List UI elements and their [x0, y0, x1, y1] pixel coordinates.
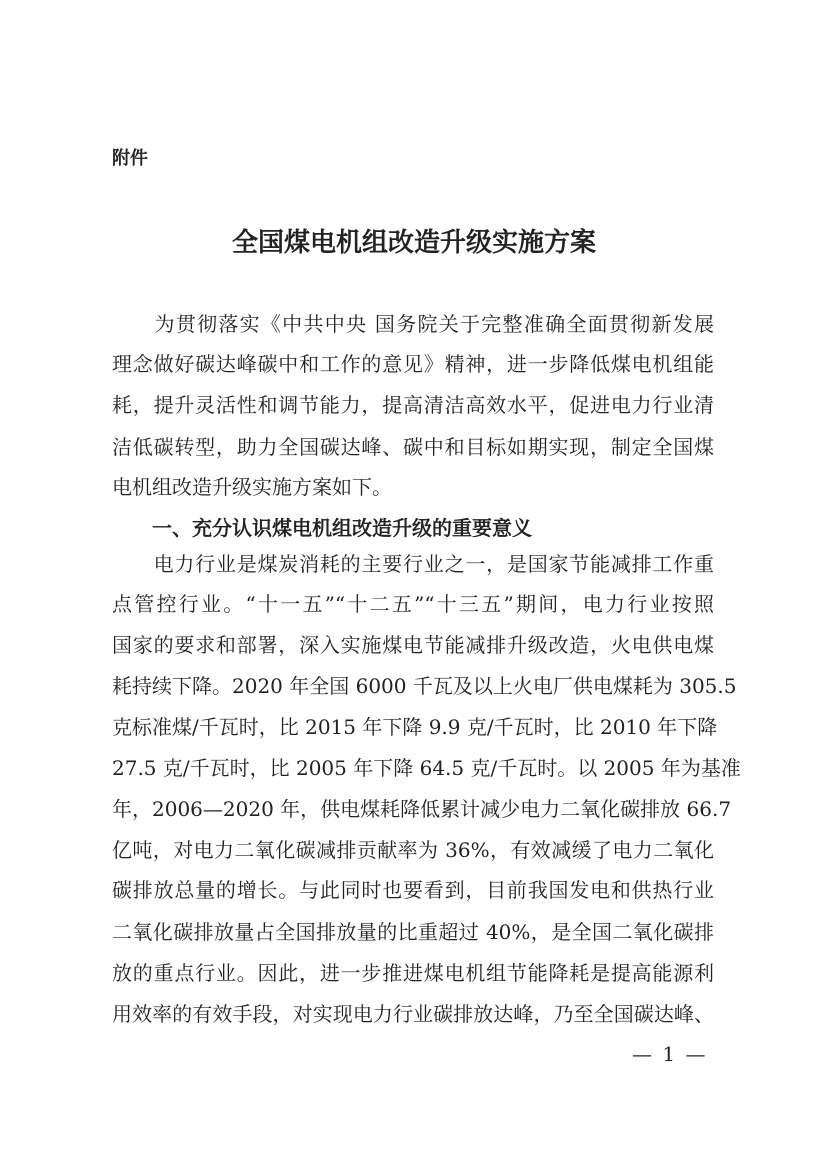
text-line: 电力行业是煤炭消耗的主要行业之一，是国家节能减排工作重	[112, 552, 714, 576]
text-line: 碳排放总量的增长。与此同时也要看到，目前我国发电和供热行业	[112, 878, 714, 902]
text-line: 放的重点行业。因此，进一步推进煤电机组节能降耗是提高能源利	[112, 961, 714, 985]
text-line: 耗持续下降。2020 年全国 6000 千瓦及以上火电厂供电煤耗为 305.5	[112, 674, 737, 698]
text-line: 用效率的有效手段，对实现电力行业碳排放达峰，乃至全国碳达峰、	[112, 1002, 714, 1026]
text-line: 亿吨，对电力二氧化碳减排贡献率为 36%，有效减缓了电力二氧化	[112, 838, 714, 862]
document-title: 全国煤电机组改造升级实施方案	[231, 228, 596, 258]
text-line: 理念做好碳达峰碳中和工作的意见》精神，进一步降低煤电机组能	[112, 352, 714, 376]
text-line: 克标准煤/千瓦时，比 2015 年下降 9.9 克/千瓦时，比 2010 年下降	[112, 715, 718, 739]
text-line: 为贯彻落实《中共中央 国务院关于完整准确全面贯彻新发展	[112, 312, 714, 336]
text-line: 国家的要求和部署，深入实施煤电节能减排升级改造，火电供电煤	[112, 633, 714, 657]
text-line: 点管控行业。“十一五”“十二五”“十三五”期间，电力行业按照	[112, 592, 714, 616]
text-line: 二氧化碳排放量占全国排放量的比重超过 40%，是全国二氧化碳排	[112, 920, 714, 944]
text-line: 27.5 克/千瓦时，比 2005 年下降 64.5 克/千瓦时。以 2005 年为基准	[112, 756, 741, 780]
page-number: — 1 —	[632, 1042, 708, 1066]
text-line: 年，2006—2020 年，供电煤耗降低累计减少电力二氧化碳排放 66.7	[112, 797, 732, 821]
text-line: 电机组改造升级实施方案如下。	[112, 475, 392, 499]
section-heading: 一、充分认识煤电机组改造升级的重要意义	[152, 516, 532, 540]
attachment-label: 附件	[112, 148, 148, 169]
text-line: 耗，提升灵活性和调节能力，提高清洁高效水平，促进电力行业清	[112, 393, 714, 417]
text-line: 洁低碳转型，助力全国碳达峰、碳中和目标如期实现，制定全国煤	[112, 435, 714, 459]
